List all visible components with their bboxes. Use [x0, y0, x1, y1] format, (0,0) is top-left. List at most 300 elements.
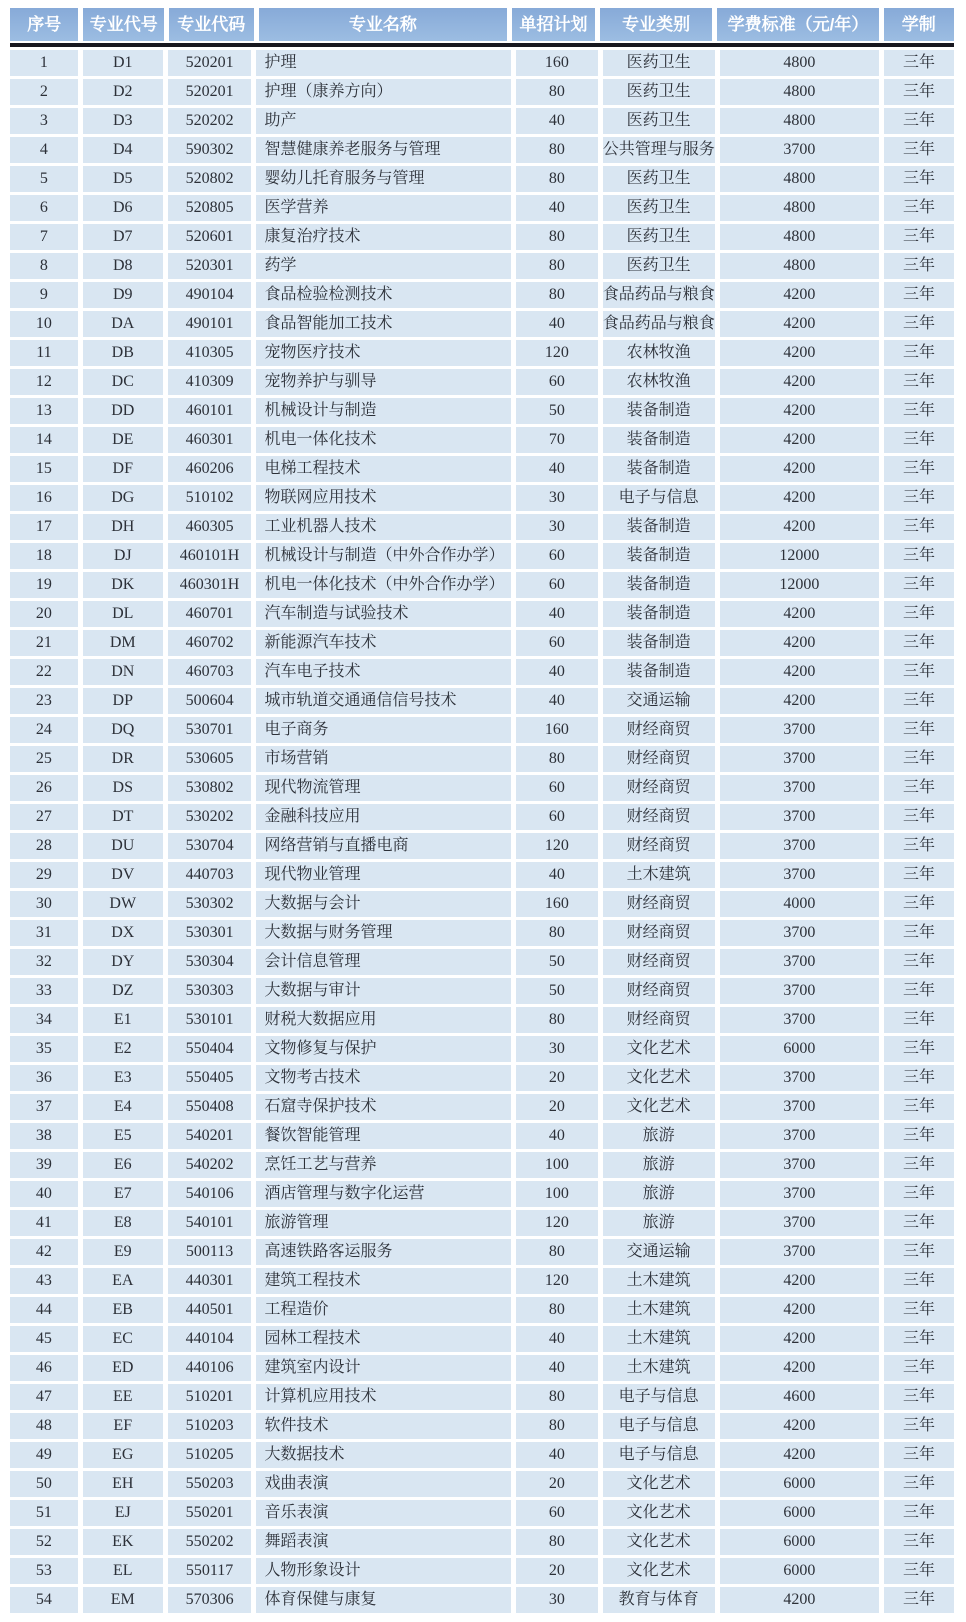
cell-tuition: 3700 [720, 137, 880, 163]
cell-duration: 三年 [884, 514, 954, 540]
cell-major-number: 440106 [168, 1355, 252, 1381]
cell-index: 40 [10, 1181, 78, 1207]
table-row [10, 1007, 954, 1033]
cell-major-code: E1 [83, 1007, 163, 1033]
cell-duration: 三年 [884, 1239, 954, 1265]
cell-category: 装备制造 [603, 543, 715, 569]
cell-duration: 三年 [884, 50, 954, 76]
cell-category: 财经商贸 [603, 804, 715, 830]
cell-major-code: E5 [83, 1123, 163, 1149]
header-major-number: 专业代码 [169, 8, 254, 41]
cell-category: 装备制造 [603, 601, 715, 627]
cell-major-name: 旅游管理 [256, 1210, 510, 1236]
cell-major-code: DJ [83, 543, 163, 569]
cell-category: 医药卫生 [603, 50, 715, 76]
cell-category: 财经商贸 [603, 775, 715, 801]
cell-plan: 20 [516, 1471, 598, 1497]
cell-major-code: D6 [83, 195, 163, 221]
cell-plan: 80 [516, 282, 598, 308]
cell-duration: 三年 [884, 746, 954, 772]
cell-plan: 60 [516, 1500, 598, 1526]
cell-major-name: 护理 [256, 50, 510, 76]
cell-duration: 三年 [884, 833, 954, 859]
cell-major-code: DM [83, 630, 163, 656]
cell-duration: 三年 [884, 340, 954, 366]
table-row [10, 1065, 954, 1091]
cell-category: 装备制造 [603, 398, 715, 424]
cell-duration: 三年 [884, 369, 954, 395]
cell-major-number: 550405 [168, 1065, 252, 1091]
cell-tuition: 4200 [720, 601, 880, 627]
cell-category: 农林牧渔 [603, 369, 715, 395]
table-row [10, 1297, 954, 1323]
header-major-code: 专业代号 [83, 8, 164, 41]
cell-duration: 三年 [884, 195, 954, 221]
cell-major-number: 460101H [168, 543, 252, 569]
cell-plan: 80 [516, 1529, 598, 1555]
cell-index: 39 [10, 1152, 78, 1178]
cell-major-number: 510201 [168, 1384, 252, 1410]
cell-plan: 80 [516, 1297, 598, 1323]
cell-duration: 三年 [884, 311, 954, 337]
cell-plan: 160 [516, 50, 598, 76]
cell-tuition: 4200 [720, 340, 880, 366]
cell-index: 15 [10, 456, 78, 482]
cell-tuition: 3700 [720, 1152, 880, 1178]
cell-major-code: EJ [83, 1500, 163, 1526]
cell-tuition: 4200 [720, 1413, 880, 1439]
cell-major-code: DV [83, 862, 163, 888]
table-row [10, 1326, 954, 1352]
cell-major-number: 520201 [168, 50, 252, 76]
cell-major-code: DT [83, 804, 163, 830]
cell-major-name: 现代物业管理 [256, 862, 510, 888]
cell-major-code: DD [83, 398, 163, 424]
cell-major-name: 汽车电子技术 [256, 659, 510, 685]
cell-major-code: D2 [83, 79, 163, 105]
cell-major-name: 工程造价 [256, 1297, 510, 1323]
cell-major-name: 大数据与会计 [256, 891, 510, 917]
cell-category: 教育与体育 [603, 1587, 715, 1613]
cell-tuition: 4200 [720, 630, 880, 656]
cell-category: 文化艺术 [603, 1036, 715, 1062]
cell-category: 食品药品与粮食 [603, 282, 715, 308]
cell-major-number: 530202 [168, 804, 252, 830]
cell-plan: 60 [516, 630, 598, 656]
header-duration: 学制 [884, 8, 954, 41]
cell-index: 11 [10, 340, 78, 366]
cell-duration: 三年 [884, 543, 954, 569]
cell-category: 食品药品与粮食 [603, 311, 715, 337]
cell-major-name: 体育保健与康复 [256, 1587, 510, 1613]
table-row [10, 398, 954, 424]
cell-index: 14 [10, 427, 78, 453]
cell-index: 5 [10, 166, 78, 192]
cell-index: 37 [10, 1094, 78, 1120]
cell-tuition: 12000 [720, 572, 880, 598]
table-row [10, 688, 954, 714]
cell-tuition: 4200 [720, 369, 880, 395]
cell-category: 土木建筑 [603, 1355, 715, 1381]
cell-index: 18 [10, 543, 78, 569]
cell-duration: 三年 [884, 1413, 954, 1439]
cell-major-name: 软件技术 [256, 1413, 510, 1439]
cell-major-code: D7 [83, 224, 163, 250]
cell-tuition: 3700 [720, 1239, 880, 1265]
cell-major-number: 520202 [168, 108, 252, 134]
cell-duration: 三年 [884, 224, 954, 250]
cell-major-number: 520301 [168, 253, 252, 279]
cell-major-code: DP [83, 688, 163, 714]
cell-plan: 60 [516, 543, 598, 569]
cell-index: 12 [10, 369, 78, 395]
cell-major-number: 540202 [168, 1152, 252, 1178]
cell-index: 53 [10, 1558, 78, 1584]
table-row [10, 1500, 954, 1526]
cell-major-number: 460702 [168, 630, 252, 656]
cell-major-number: 530605 [168, 746, 252, 772]
cell-plan: 50 [516, 949, 598, 975]
cell-category: 医药卫生 [603, 224, 715, 250]
table-row [10, 195, 954, 221]
cell-major-name: 园林工程技术 [256, 1326, 510, 1352]
table-row [10, 1355, 954, 1381]
cell-duration: 三年 [884, 717, 954, 743]
cell-index: 17 [10, 514, 78, 540]
cell-category: 文化艺术 [603, 1500, 715, 1526]
cell-plan: 80 [516, 920, 598, 946]
cell-major-code: DC [83, 369, 163, 395]
cell-tuition: 12000 [720, 543, 880, 569]
cell-plan: 40 [516, 1355, 598, 1381]
cell-tuition: 4600 [720, 1384, 880, 1410]
cell-plan: 60 [516, 775, 598, 801]
cell-major-name: 机械设计与制造（中外合作办学） [256, 543, 510, 569]
cell-duration: 三年 [884, 398, 954, 424]
cell-index: 33 [10, 978, 78, 1004]
cell-major-name: 财税大数据应用 [256, 1007, 510, 1033]
cell-index: 41 [10, 1210, 78, 1236]
cell-index: 43 [10, 1268, 78, 1294]
table-row [10, 224, 954, 250]
cell-plan: 80 [516, 1413, 598, 1439]
cell-major-code: EM [83, 1587, 163, 1613]
cell-index: 16 [10, 485, 78, 511]
cell-major-code: DE [83, 427, 163, 453]
cell-plan: 50 [516, 398, 598, 424]
cell-plan: 40 [516, 311, 598, 337]
cell-major-name: 新能源汽车技术 [256, 630, 510, 656]
cell-major-name: 餐饮智能管理 [256, 1123, 510, 1149]
cell-major-code: DF [83, 456, 163, 482]
cell-major-name: 音乐表演 [256, 1500, 510, 1526]
table-row [10, 253, 954, 279]
cell-category: 医药卫生 [603, 195, 715, 221]
cell-major-number: 500604 [168, 688, 252, 714]
cell-tuition: 4800 [720, 195, 880, 221]
cell-plan: 100 [516, 1181, 598, 1207]
cell-major-name: 建筑室内设计 [256, 1355, 510, 1381]
cell-duration: 三年 [884, 1181, 954, 1207]
cell-duration: 三年 [884, 978, 954, 1004]
cell-index: 20 [10, 601, 78, 627]
cell-major-name: 大数据技术 [256, 1442, 510, 1468]
cell-tuition: 3700 [720, 949, 880, 975]
cell-index: 31 [10, 920, 78, 946]
cell-index: 29 [10, 862, 78, 888]
cell-category: 财经商贸 [603, 891, 715, 917]
cell-major-number: 440501 [168, 1297, 252, 1323]
table-row [10, 630, 954, 656]
cell-tuition: 4200 [720, 427, 880, 453]
cell-category: 文化艺术 [603, 1558, 715, 1584]
cell-duration: 三年 [884, 282, 954, 308]
cell-major-name: 宠物医疗技术 [256, 340, 510, 366]
cell-duration: 三年 [884, 1384, 954, 1410]
table-row [10, 1239, 954, 1265]
cell-duration: 三年 [884, 1326, 954, 1352]
cell-tuition: 6000 [720, 1500, 880, 1526]
table-row [10, 804, 954, 830]
cell-tuition: 3700 [720, 978, 880, 1004]
table-row [10, 456, 954, 482]
table-row [10, 485, 954, 511]
cell-plan: 30 [516, 514, 598, 540]
cell-major-name: 汽车制造与试验技术 [256, 601, 510, 627]
table-row [10, 717, 954, 743]
cell-category: 电子与信息 [603, 1442, 715, 1468]
cell-plan: 20 [516, 1065, 598, 1091]
table-row [10, 978, 954, 1004]
cell-category: 财经商贸 [603, 920, 715, 946]
cell-major-code: D8 [83, 253, 163, 279]
cell-category: 医药卫生 [603, 166, 715, 192]
cell-plan: 70 [516, 427, 598, 453]
cell-category: 农林牧渔 [603, 340, 715, 366]
cell-plan: 40 [516, 659, 598, 685]
cell-tuition: 4200 [720, 311, 880, 337]
cell-major-number: 410309 [168, 369, 252, 395]
cell-plan: 40 [516, 688, 598, 714]
cell-major-name: 建筑工程技术 [256, 1268, 510, 1294]
cell-duration: 三年 [884, 1500, 954, 1526]
cell-major-number: 540101 [168, 1210, 252, 1236]
cell-major-name: 城市轨道交通通信信号技术 [256, 688, 510, 714]
cell-category: 装备制造 [603, 659, 715, 685]
table-row [10, 1210, 954, 1236]
table-row [10, 340, 954, 366]
cell-tuition: 4200 [720, 659, 880, 685]
table-row [10, 282, 954, 308]
cell-index: 52 [10, 1529, 78, 1555]
cell-major-code: D5 [83, 166, 163, 192]
cell-duration: 三年 [884, 137, 954, 163]
cell-index: 49 [10, 1442, 78, 1468]
cell-plan: 60 [516, 572, 598, 598]
cell-plan: 60 [516, 804, 598, 830]
cell-major-number: 520201 [168, 79, 252, 105]
cell-category: 旅游 [603, 1181, 715, 1207]
cell-major-code: DA [83, 311, 163, 337]
cell-category: 装备制造 [603, 514, 715, 540]
table-row [10, 1529, 954, 1555]
cell-category: 财经商贸 [603, 949, 715, 975]
cell-category: 文化艺术 [603, 1065, 715, 1091]
cell-index: 3 [10, 108, 78, 134]
cell-duration: 三年 [884, 1065, 954, 1091]
cell-tuition: 4200 [720, 282, 880, 308]
table-row [10, 1094, 954, 1120]
cell-major-name: 石窟寺保护技术 [256, 1094, 510, 1120]
cell-duration: 三年 [884, 891, 954, 917]
cell-plan: 30 [516, 1036, 598, 1062]
cell-plan: 80 [516, 746, 598, 772]
cell-duration: 三年 [884, 1471, 954, 1497]
cell-tuition: 6000 [720, 1558, 880, 1584]
cell-category: 旅游 [603, 1210, 715, 1236]
cell-tuition: 4000 [720, 891, 880, 917]
cell-major-code: DL [83, 601, 163, 627]
cell-major-number: 510102 [168, 485, 252, 511]
cell-index: 19 [10, 572, 78, 598]
cell-duration: 三年 [884, 1007, 954, 1033]
cell-duration: 三年 [884, 1036, 954, 1062]
cell-tuition: 3700 [720, 1123, 880, 1149]
cell-index: 46 [10, 1355, 78, 1381]
cell-major-number: 410305 [168, 340, 252, 366]
table-row [10, 1384, 954, 1410]
cell-major-code: DB [83, 340, 163, 366]
table-row [10, 1036, 954, 1062]
table-row [10, 775, 954, 801]
cell-category: 电子与信息 [603, 1384, 715, 1410]
cell-category: 财经商贸 [603, 833, 715, 859]
cell-major-name: 计算机应用技术 [256, 1384, 510, 1410]
cell-plan: 60 [516, 369, 598, 395]
cell-major-number: 530704 [168, 833, 252, 859]
cell-tuition: 4200 [720, 1355, 880, 1381]
cell-major-code: DG [83, 485, 163, 511]
cell-plan: 40 [516, 862, 598, 888]
cell-tuition: 4200 [720, 485, 880, 511]
cell-index: 28 [10, 833, 78, 859]
table-row [10, 108, 954, 134]
cell-major-name: 网络营销与直播电商 [256, 833, 510, 859]
table-row [10, 1123, 954, 1149]
cell-tuition: 3700 [720, 1007, 880, 1033]
cell-tuition: 3700 [720, 717, 880, 743]
cell-duration: 三年 [884, 1210, 954, 1236]
cell-tuition: 6000 [720, 1529, 880, 1555]
cell-plan: 160 [516, 717, 598, 743]
table-row [10, 862, 954, 888]
cell-plan: 80 [516, 79, 598, 105]
cell-category: 装备制造 [603, 456, 715, 482]
cell-tuition: 3700 [720, 833, 880, 859]
header-major-name: 专业名称 [259, 8, 508, 41]
cell-major-number: 460301 [168, 427, 252, 453]
cell-duration: 三年 [884, 659, 954, 685]
cell-major-code: D4 [83, 137, 163, 163]
cell-category: 电子与信息 [603, 1413, 715, 1439]
table-row [10, 833, 954, 859]
cell-major-name: 药学 [256, 253, 510, 279]
cell-index: 34 [10, 1007, 78, 1033]
cell-index: 7 [10, 224, 78, 250]
table-row [10, 166, 954, 192]
cell-tuition: 3700 [720, 746, 880, 772]
cell-major-code: E3 [83, 1065, 163, 1091]
cell-index: 23 [10, 688, 78, 714]
cell-major-name: 文物考古技术 [256, 1065, 510, 1091]
cell-tuition: 4200 [720, 1268, 880, 1294]
cell-plan: 80 [516, 1007, 598, 1033]
cell-major-code: D3 [83, 108, 163, 134]
cell-tuition: 3700 [720, 862, 880, 888]
cell-plan: 40 [516, 1442, 598, 1468]
cell-category: 财经商贸 [603, 746, 715, 772]
cell-index: 9 [10, 282, 78, 308]
cell-index: 4 [10, 137, 78, 163]
cell-index: 25 [10, 746, 78, 772]
cell-tuition: 4800 [720, 79, 880, 105]
cell-category: 土木建筑 [603, 1297, 715, 1323]
cell-major-code: ED [83, 1355, 163, 1381]
cell-plan: 120 [516, 833, 598, 859]
cell-major-number: 570306 [168, 1587, 252, 1613]
cell-major-number: 510203 [168, 1413, 252, 1439]
cell-category: 土木建筑 [603, 1326, 715, 1352]
cell-duration: 三年 [884, 1297, 954, 1323]
cell-major-name: 文物修复与保护 [256, 1036, 510, 1062]
cell-major-code: EL [83, 1558, 163, 1584]
cell-plan: 120 [516, 1210, 598, 1236]
cell-duration: 三年 [884, 775, 954, 801]
cell-major-number: 520805 [168, 195, 252, 221]
table-row [10, 1558, 954, 1584]
cell-tuition: 3700 [720, 775, 880, 801]
cell-major-code: E7 [83, 1181, 163, 1207]
cell-category: 装备制造 [603, 572, 715, 598]
table-row [10, 311, 954, 337]
cell-duration: 三年 [884, 1587, 954, 1613]
cell-plan: 40 [516, 456, 598, 482]
cell-duration: 三年 [884, 166, 954, 192]
cell-tuition: 4200 [720, 1326, 880, 1352]
table-row [10, 514, 954, 540]
cell-major-name: 助产 [256, 108, 510, 134]
table-body [10, 50, 954, 1613]
table-header-row [10, 8, 954, 41]
cell-major-number: 530304 [168, 949, 252, 975]
cell-major-code: DR [83, 746, 163, 772]
cell-major-number: 530101 [168, 1007, 252, 1033]
cell-major-code: DS [83, 775, 163, 801]
cell-major-name: 市场营销 [256, 746, 510, 772]
cell-major-name: 婴幼儿托育服务与管理 [256, 166, 510, 192]
cell-tuition: 4800 [720, 108, 880, 134]
cell-index: 13 [10, 398, 78, 424]
cell-index: 35 [10, 1036, 78, 1062]
cell-plan: 40 [516, 1326, 598, 1352]
cell-major-name: 大数据与财务管理 [256, 920, 510, 946]
table-row [10, 1442, 954, 1468]
cell-major-number: 550201 [168, 1500, 252, 1526]
cell-major-name: 舞蹈表演 [256, 1529, 510, 1555]
cell-major-name: 电子商务 [256, 717, 510, 743]
cell-major-name: 大数据与审计 [256, 978, 510, 1004]
cell-tuition: 4200 [720, 1297, 880, 1323]
